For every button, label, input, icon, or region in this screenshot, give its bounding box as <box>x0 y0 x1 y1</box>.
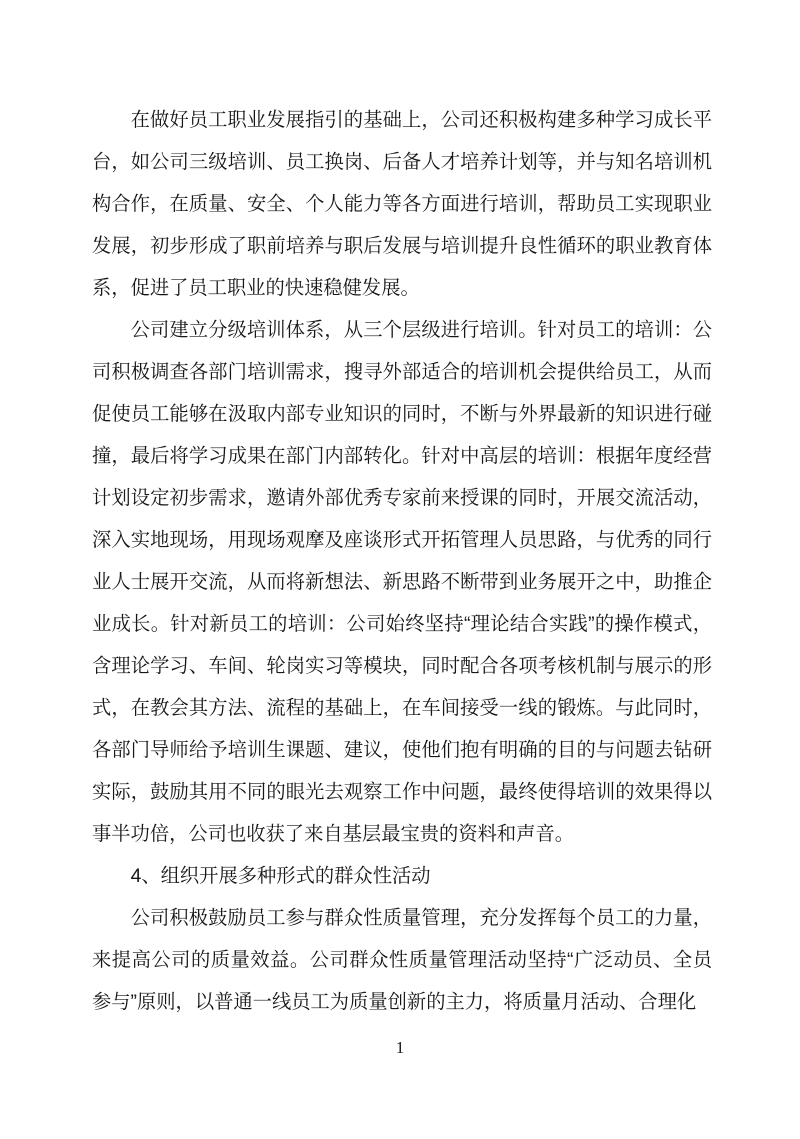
body-paragraph-tiered-training: 公司建立分级培训体系，从三个层级进行培训。针对员工的培训：公司积极调查各部门培训需求，搜寻外部适合的培训机会提供给员工，从而促使员工能够在汲取内部专业知识的同时，不断与外界最新的知识进行碰撞，最后将学习成果在部门内部转化。针对中高层的培训：根据年度经营计划设定初步需求，邀请外部优秀专家前来授课的同时，开展交流活动，深入实地现场，用现场观摩及座谈形式开拓管理人员思路，与优秀的同行业人士展开交流，从而将新想法、新思路不断带到业务展开之中，助推企业成长。针对新员工的培训：公司始终坚持“理论结合实践”的操作模式，含理论学习、车间、轮岗实习等模块，同时配合各项考核机制与展示的形式，在教会其方法、流程的基础上，在车间接受一线的锻炼。与此同时，各部门导师给予培训生课题、建议，使他们抱有明确的目的与问题去钻研实际，鼓励其用不同的眼光去观察工作中问题，最终使得培训的效果得以事半功倍，公司也收获了来自基层最宝贵的资料和声音。 <box>92 320 712 845</box>
document-body <box>92 100 712 1024</box>
page-number: 1 <box>395 1038 405 1057</box>
section-heading-mass-activities: 4、组织开展多种形式的群众性活动 <box>130 866 431 887</box>
body-paragraph-quality-management: 公司积极鼓励员工参与群众性质量管理，充分发挥每个员工的力量，来提高公司的质量效益。公司群众性质量管理活动坚持“广泛动员、全员参与”原则，以普通一线员工为质量创新的主力，将质量月活动、合理化 <box>92 908 712 1013</box>
body-paragraph-training-platform: 在做好员工职业发展指引的基础上，公司还积极构建多种学习成长平台，如公司三级培训、员工换岗、后备人才培养计划等，并与知名培训机构合作，在质量、安全、个人能力等各方面进行培训，帮助员工实现职业发展，初步形成了职前培养与职后发展与培训提升良性循环的职业教育体系，促进了员工职业的快速稳健发展。 <box>92 110 712 299</box>
page-footer <box>0 1038 800 1058</box>
